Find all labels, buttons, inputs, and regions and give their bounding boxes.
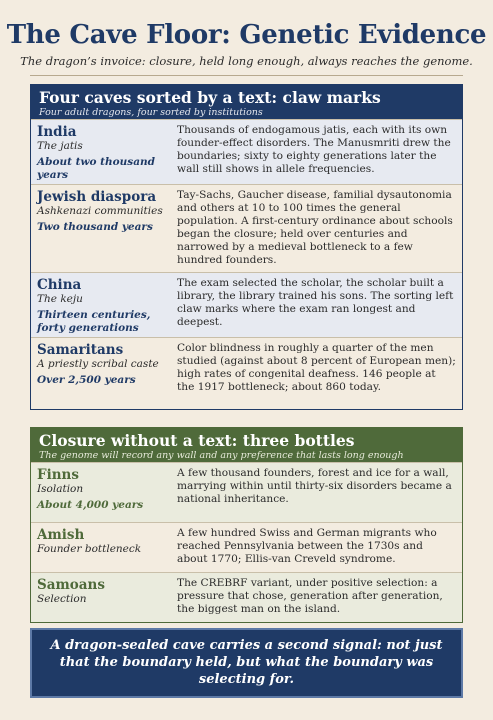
item-description: Tay-Sachs, Gaucher disease, familial dysautonomia and others at 10 to 100 times the general population. A first-century ordinance about schools began the closure; held over centuries and narrowed by a medieval bottleneck to a few hundred founders. bbox=[177, 189, 453, 266]
item-description: Color blindness in roughly a quarter of the men studied (against about 8 percent of European men); high rates of congenital deafness. 146 people at the 1917 bottleneck; about 860 today. bbox=[177, 342, 456, 393]
item-timespan: Over 2,500 years bbox=[37, 374, 136, 386]
section-header bbox=[31, 85, 462, 119]
item-role: Isolation bbox=[37, 483, 84, 495]
item-name: India bbox=[37, 124, 77, 140]
item-timespan: Thirteen centuries, forty generations bbox=[37, 309, 151, 334]
page-subtitle: The dragon’s invoice: closure, held long enough, always reaches the genome. bbox=[20, 54, 473, 68]
item-role: Founder bottleneck bbox=[37, 543, 142, 555]
item-description: Thousands of endogamous jatis, each with its own founder-effect disorders. The Manusmriti drew the boundaries; sixty to eighty generations later the wall still shows in allele frequencies. bbox=[177, 124, 451, 175]
section-title: Four caves sorted by a text: claw marks bbox=[39, 88, 381, 107]
item-timespan: About two thousand years bbox=[37, 156, 155, 181]
section-text-sorted bbox=[30, 84, 463, 410]
item-name: China bbox=[37, 277, 82, 293]
item-role: A priestly scribal caste bbox=[37, 358, 159, 370]
list-item-finns bbox=[31, 462, 462, 522]
list-item-samoans bbox=[31, 572, 462, 622]
title-divider bbox=[30, 75, 463, 76]
page-title: The Cave Floor: Genetic Evidence bbox=[6, 20, 487, 50]
item-role: Selection bbox=[37, 593, 87, 605]
item-timespan: About 4,000 years bbox=[37, 499, 144, 511]
item-name: Samaritans bbox=[37, 342, 124, 358]
list-item-jewish-diaspora bbox=[31, 184, 462, 272]
list-item-china bbox=[31, 272, 462, 337]
item-role: The keju bbox=[37, 293, 83, 305]
item-name: Finns bbox=[37, 467, 79, 483]
item-description: A few thousand founders, forest and ice for a wall, marrying within until thirty-six disorders became a national inheritance. bbox=[177, 467, 452, 505]
section-title: Closure without a text: three bottles bbox=[39, 431, 355, 450]
section-subtitle: Four adult dragons, four sorted by institutions bbox=[39, 107, 263, 118]
item-name: Amish bbox=[37, 527, 85, 543]
item-timespan: Two thousand years bbox=[37, 221, 153, 233]
section-subtitle: The genome will record any wall and any preference that lasts long enough bbox=[39, 450, 404, 461]
item-name: Samoans bbox=[37, 577, 105, 593]
item-description: The exam selected the scholar, the scholar built a library, the library trained his sons. The sorting left claw marks where the exam ran longest and deepest. bbox=[177, 277, 454, 328]
item-name: Jewish diaspora bbox=[37, 189, 157, 205]
item-role: The jatis bbox=[37, 140, 83, 152]
section-without-text bbox=[30, 427, 463, 623]
item-description: The CREBRF variant, under positive selection: a pressure that chose, generation after generation, the biggest man on the island. bbox=[177, 577, 443, 615]
list-item-amish bbox=[31, 522, 462, 572]
list-item-samaritans bbox=[31, 337, 462, 409]
section-header bbox=[31, 428, 462, 462]
item-description: A few hundred Swiss and German migrants who reached Pennsylvania between the 1730s and about 1770; Ellis-van Creveld syndrome. bbox=[177, 527, 437, 565]
item-role: Ashkenazi communities bbox=[37, 205, 163, 217]
list-item-india bbox=[31, 119, 462, 184]
closing-statement: A dragon-sealed cave carries a second signal: not just that the boundary held, but what the boundary was selecting for. bbox=[30, 628, 463, 698]
